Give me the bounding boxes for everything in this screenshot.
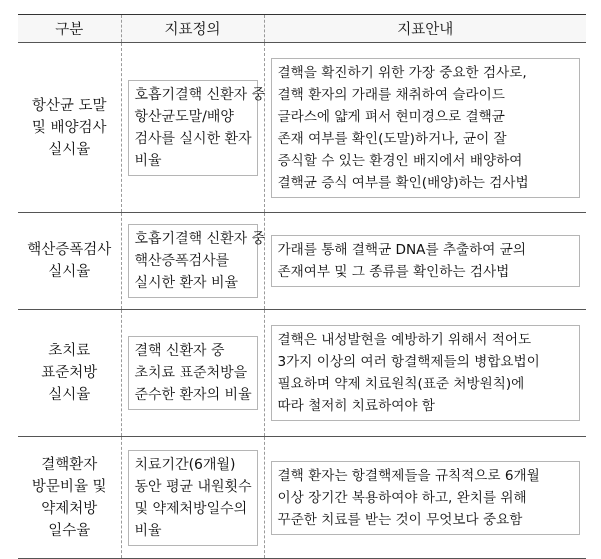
category-line: 및 배양검사 xyxy=(31,119,107,136)
guide-line: 결핵을 확진하기 위한 가장 중요한 검사로, xyxy=(277,64,527,81)
guide-cell xyxy=(264,43,586,213)
guide-line: 증식할 수 있는 환경인 배지에서 배양하여 xyxy=(277,152,523,169)
category-line: 항산균 도말 xyxy=(31,97,107,114)
category-cell xyxy=(18,213,121,310)
category-line: 방문비율 및 xyxy=(31,478,107,495)
definition-line: 비율 xyxy=(134,152,162,169)
guide-box xyxy=(271,58,581,198)
definition-cell xyxy=(121,437,264,559)
guide-line: 가래를 통해 결핵균 DNA를 추출하여 균의 xyxy=(277,242,527,258)
definition-line: 검사를 실시한 환자 xyxy=(134,130,252,147)
category-line: 실시율 xyxy=(48,264,91,280)
table-header-row xyxy=(18,15,586,43)
definition-box xyxy=(128,450,258,546)
guide-box xyxy=(271,461,581,535)
category-line: 결핵환자 xyxy=(41,456,98,473)
guide-box xyxy=(271,325,581,421)
guide-cell xyxy=(264,310,586,437)
definition-line: 비율 xyxy=(134,522,162,539)
definition-line: 준수한 환자의 비율 xyxy=(134,387,252,403)
indicator-table xyxy=(18,14,586,559)
definition-line: 항산균도말/배양 xyxy=(134,108,234,125)
category-cell xyxy=(18,310,121,437)
definition-cell xyxy=(121,213,264,310)
guide-line: 결핵 환자는 항결핵제들을 규칙적으로 6개월 xyxy=(277,467,540,484)
definition-line: 호흡기결핵 신환자 중 xyxy=(134,231,266,247)
guide-line: 존재여부 및 그 종류를 확인하는 검사법 xyxy=(277,264,510,280)
guide-box xyxy=(271,235,581,287)
category-line: 일수율 xyxy=(48,522,91,539)
guide-line: 필요하며 약제 치료원칙(표준 처방원칙)에 xyxy=(277,376,525,392)
category-line: 표준처방 xyxy=(41,365,98,381)
definition-box xyxy=(128,336,258,410)
category-line: 약제처방 xyxy=(41,500,98,517)
category-line: 핵산증폭검사 xyxy=(27,242,112,258)
definition-line: 호흡기결핵 신환자 중 xyxy=(134,86,266,103)
guide-line: 이상 장기간 복용하여야 하고, 완치를 위해 xyxy=(277,489,527,506)
definition-box xyxy=(128,224,266,298)
header-definition: 지표정의 xyxy=(121,15,264,43)
definition-line: 치료기간(6개월) xyxy=(134,456,236,473)
category-cell xyxy=(18,43,121,213)
table-row xyxy=(18,43,586,213)
definition-line: 동안 평균 내원횟수 xyxy=(134,478,252,495)
guide-line: 결핵 환자의 가래를 채취하여 슬라이드 xyxy=(277,86,505,103)
table-row xyxy=(18,213,586,310)
header-guide: 지표안내 xyxy=(264,15,586,43)
guide-line: 결핵균 증식 여부를 확인(배양)하는 검사법 xyxy=(277,174,529,191)
definition-line: 및 약제처방일수의 xyxy=(134,500,248,517)
category-line: 실시율 xyxy=(48,387,91,403)
category-line: 실시율 xyxy=(48,141,91,158)
category-line: 초치료 xyxy=(48,343,91,359)
guide-line: 존재 여부를 확인(도말)하거나, 균이 잘 xyxy=(277,130,507,147)
definition-line: 초치료 표준처방을 xyxy=(134,365,248,381)
definition-box xyxy=(128,80,266,176)
table-row xyxy=(18,437,586,559)
guide-line: 글라스에 얇게 펴서 현미경으로 결핵균 xyxy=(277,108,505,125)
definition-line: 결핵 신환자 중 xyxy=(134,343,225,359)
definition-cell xyxy=(121,310,264,437)
guide-line: 따라 철저히 치료하여야 함 xyxy=(277,398,435,414)
guide-cell xyxy=(264,213,586,310)
definition-cell xyxy=(121,43,264,213)
definition-line: 핵산증폭검사를 xyxy=(134,253,230,269)
definition-line: 실시한 환자 비율 xyxy=(134,275,239,291)
header-category: 구분 xyxy=(18,15,121,43)
guide-line: 결핵은 내성발현을 예방하기 위해서 적어도 xyxy=(277,332,532,348)
guide-line: 3가지 이상의 여러 항결핵제들의 병합요법이 xyxy=(277,354,540,370)
guide-line: 꾸준한 치료를 받는 것이 무엇보다 중요함 xyxy=(277,511,523,528)
table-row xyxy=(18,310,586,437)
guide-cell xyxy=(264,437,586,559)
category-cell xyxy=(18,437,121,559)
